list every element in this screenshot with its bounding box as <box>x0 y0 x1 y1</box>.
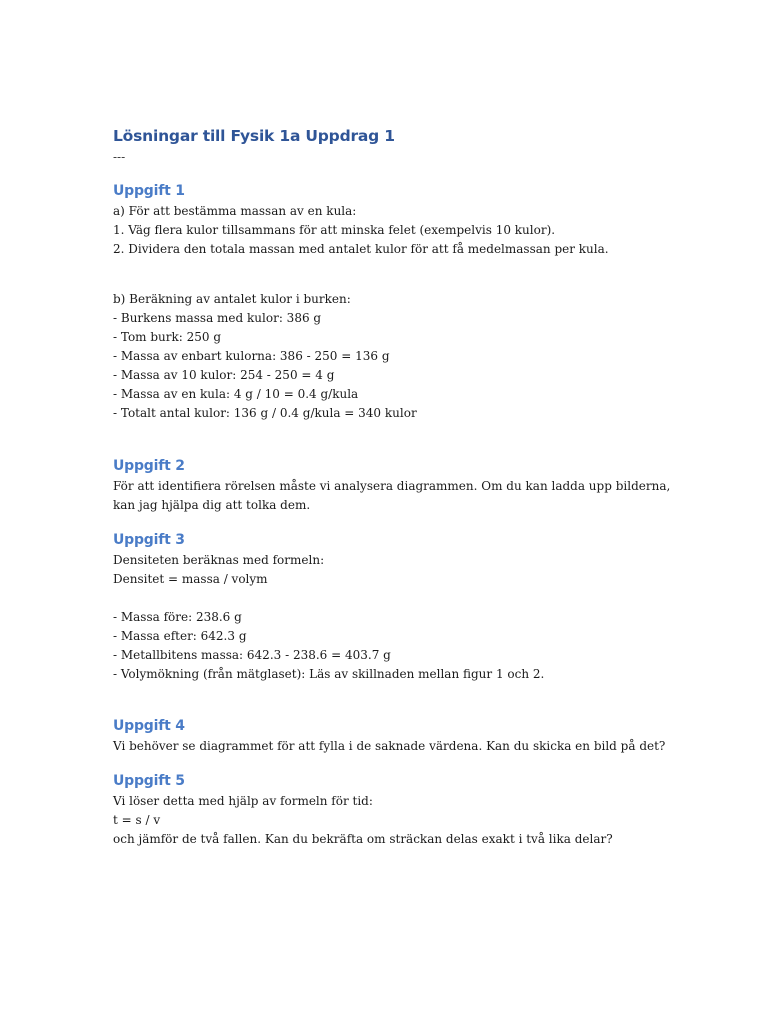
text-line: - Massa av 10 kulor: 254 - 250 = 4 g <box>113 368 335 382</box>
blank-line <box>113 589 673 608</box>
section-uppgift-1 <box>113 180 673 423</box>
section-uppgift-2 <box>113 455 673 515</box>
spacer <box>113 278 673 290</box>
text-line: b) Beräkning av antalet kulor i burken: <box>113 292 351 306</box>
text-line: - Massa före: 238.6 g <box>113 610 242 624</box>
text-line: - Metallbitens massa: 642.3 - 238.6 = 403.7 g <box>113 648 391 662</box>
document-title: Lösningar till Fysik 1a Uppdrag 1 <box>113 127 395 145</box>
text-line: Vi löser detta med hjälp av formeln för tid: <box>113 794 373 808</box>
section-uppgift-4 <box>113 715 673 756</box>
text-line: - Massa av en kula: 4 g / 10 = 0.4 g/kula <box>113 387 359 401</box>
separator-line: --- <box>113 150 126 164</box>
text-line: t = s / v <box>113 813 161 827</box>
text-line: och jämför de två fallen. Kan du bekräfta om sträckan delas exakt i två lika delar? <box>113 832 613 846</box>
text-line: 2. Dividera den totala massan med antalet kulor för att få medelmassan per kula. <box>113 242 609 256</box>
section-heading: Uppgift 5 <box>113 773 185 789</box>
section-uppgift-5 <box>113 770 673 849</box>
text-line: För att identifiera rörelsen måste vi analysera diagrammen. Om du kan ladda upp bilderna, <box>113 479 671 493</box>
text-line: a) För att bestämma massan av en kula: <box>113 204 357 218</box>
text-line: - Burkens massa med kulor: 386 g <box>113 311 322 325</box>
text-line: Vi behöver se diagrammet för att fylla i de saknade värdena. Kan du skicka en bild på det? <box>113 739 666 753</box>
text-line: - Massa av enbart kulorna: 386 - 250 = 136 g <box>113 349 390 363</box>
text-line: 1. Väg flera kulor tillsammans för att minska felet (exempelvis 10 kulor). <box>113 223 556 237</box>
text-line: Densiteten beräknas med formeln: <box>113 553 325 567</box>
document-page <box>113 124 673 849</box>
section-uppgift-3 <box>113 529 673 684</box>
text-line: - Tom burk: 250 g <box>113 330 222 344</box>
blank-line <box>113 259 673 278</box>
text-line: - Massa efter: 642.3 g <box>113 629 247 643</box>
text-line: kan jag hjälpa dig att tolka dem. <box>113 498 311 512</box>
text-line: - Volymökning (från mätglaset): Läs av skillnaden mellan figur 1 och 2. <box>113 667 545 681</box>
section-heading: Uppgift 4 <box>113 718 185 734</box>
section-heading: Uppgift 3 <box>113 532 185 548</box>
section-heading: Uppgift 1 <box>113 183 185 199</box>
text-line: - Totalt antal kulor: 136 g / 0.4 g/kula = 340 kulor <box>113 406 417 420</box>
text-line: Densitet = massa / volym <box>113 572 268 586</box>
section-heading: Uppgift 2 <box>113 458 185 474</box>
